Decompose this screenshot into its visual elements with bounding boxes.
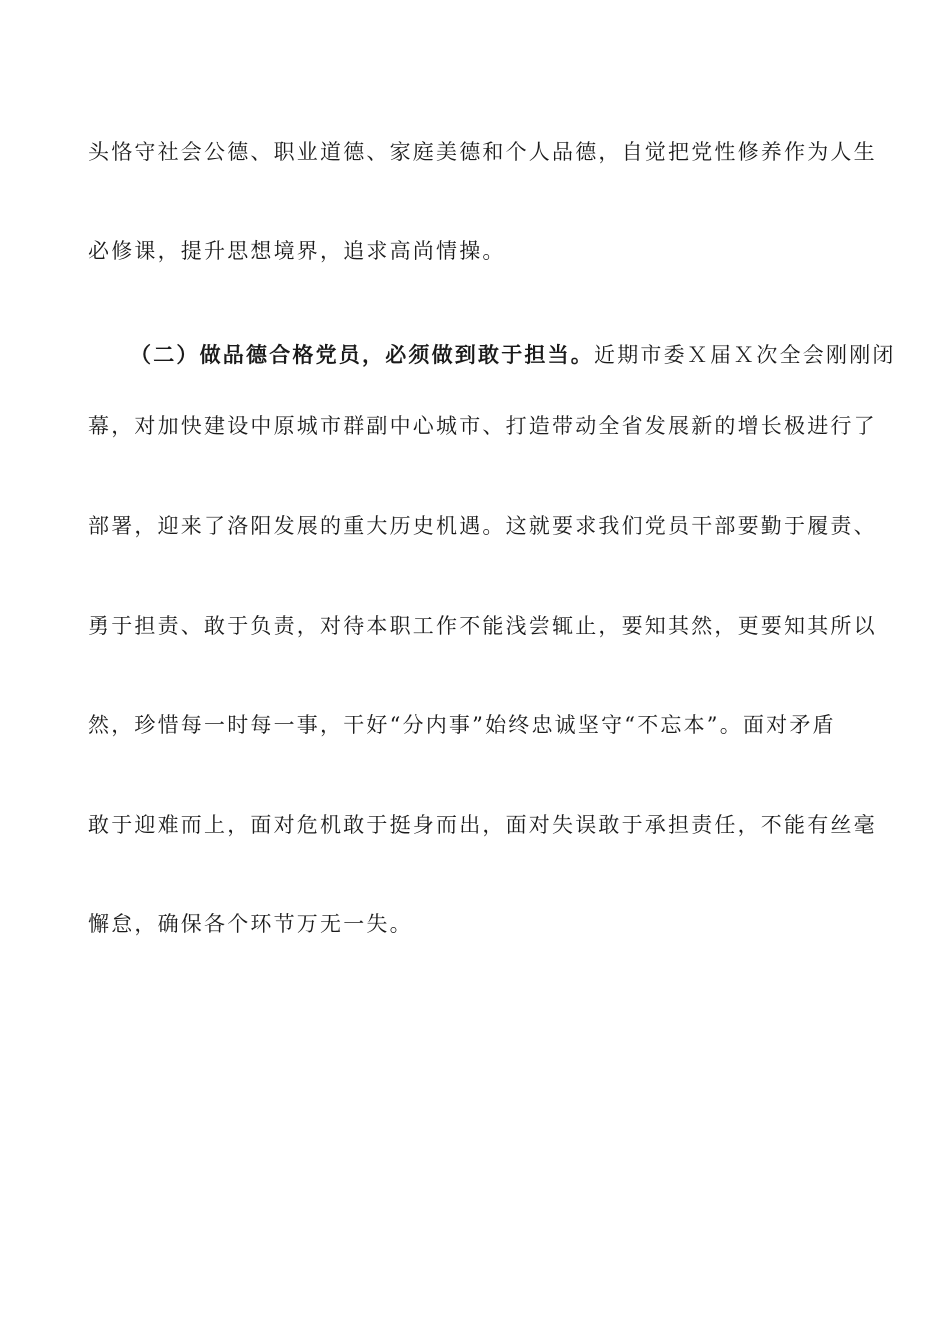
- body-text-line: 必修课，提升思想境界，追求高尚情操。: [88, 239, 506, 263]
- section-heading: （二）做品德合格党员，必须做到敢于担当。: [130, 343, 594, 367]
- body-text-line: 懈怠，确保各个环节万无一失。: [88, 912, 413, 936]
- body-text-line: 勇于担责、敢于负责，对待本职工作不能浅尝辄止，要知其然，更要知其所以: [88, 614, 877, 638]
- paragraph-first-line: [130, 340, 896, 370]
- body-text-line: 头恪守社会公德、职业道德、家庭美德和个人品德，自觉把党性修养作为人生: [88, 140, 877, 164]
- body-text-line: 然，珍惜每一时每一事，干好“分内事”始终忠诚坚守“不忘本”。面对矛盾: [88, 713, 836, 737]
- body-text-line: 部署，迎来了洛阳发展的重大历史机遇。这就要求我们党员干部要勤于履责、: [88, 514, 877, 538]
- body-text-line: 幕，对加快建设中原城市群副中心城市、打造带动全省发展新的增长极进行了: [88, 414, 877, 438]
- body-text: 近期市委Ｘ届Ｘ次全会刚刚闭: [594, 343, 896, 367]
- body-text-line: 敢于迎难而上，面对危机敢于挺身而出，面对失误敢于承担责任，不能有丝毫: [88, 813, 877, 837]
